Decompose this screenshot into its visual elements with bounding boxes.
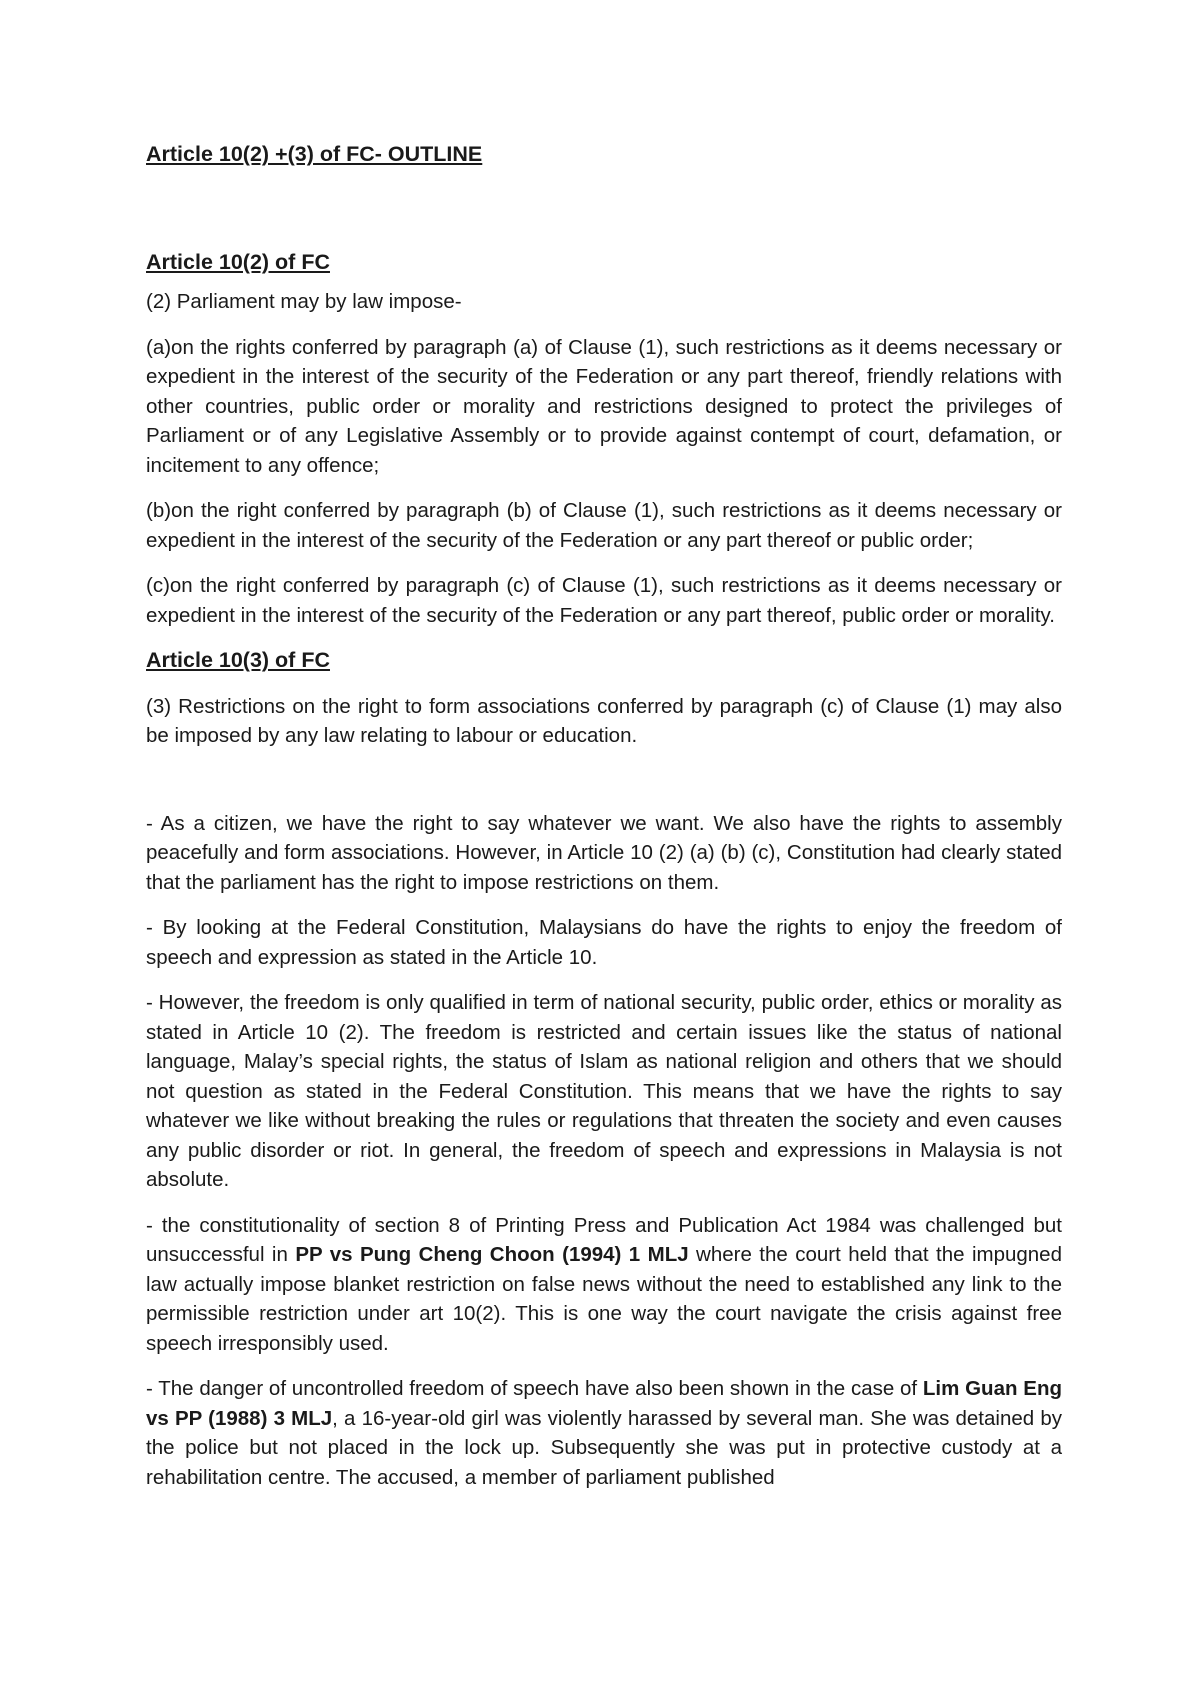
heading-article-10-2: Article 10(2) of FC	[146, 249, 330, 274]
article-10-3-paragraph: (3) Restrictions on the right to form associations conferred by paragraph (c) of Clause (1) may also be imposed by any law relating to labour or education.	[146, 694, 1062, 747]
document-title: Article 10(2) +(3) of FC- OUTLINE	[146, 142, 483, 166]
clause-a-paragraph: (a)on the rights conferred by paragraph (a) of Clause (1), such restrictions as it deems necessary or expedient in the interest of the security of the Federation or any part thereof, friendly relations with other countries, public order or morality and restrictions designed to protect the privileges of Parliament or of any Legislative Assembly or to provide against contempt of court, defamation, or incitement to any offence;	[146, 335, 1062, 477]
clause-c-paragraph: (c)on the right conferred by paragraph (c) of Clause (1), such restrictions as it deems necessary or expedient in the interest of the security of the Federation or any part thereof, public order or morality.	[146, 574, 1062, 627]
clause-b-paragraph: (b)on the right conferred by paragraph (b) of Clause (1), such restrictions as it deems necessary or expedient in the interest of the security of the Federation or any part thereof or public order;	[146, 499, 1062, 552]
heading-article-10-3: Article 10(3) of FC	[146, 648, 330, 672]
note-5-text-after: , a 16-year-old girl was violently harassed by several man. She was detained by the police but not placed in the lock up. Subsequently she was put in protective custody at a rehabilitation centre. The accused, a member of parliament published	[146, 1406, 1062, 1489]
article-10-2-intro: (2) Parliament may by law impose-	[146, 290, 462, 313]
document-page	[146, 140, 1062, 1492]
note-paragraph-2: - By looking at the Federal Constitution, Malaysians do have the rights to enjoy the freedom of speech and expression as stated in the Article 10.	[146, 916, 1062, 969]
note-4-text-after: where the court held that the impugned law actually impose blanket restriction on false news without the need to established any link to the permissible restriction under art 10(2). This is one way the court navigate the crisis against free speech irresponsibly used.	[146, 1243, 1062, 1355]
case-citation-pung-cheng-choon: PP vs Pung Cheng Choon (1994) 1 MLJ	[295, 1243, 689, 1266]
note-paragraph-5	[146, 1374, 1062, 1492]
note-paragraph-4	[146, 1211, 1062, 1359]
note-paragraph-1: - As a citizen, we have the right to say whatever we want. We also have the rights to assembly peacefully and form associations. However, in Article 10 (2) (a) (b) (c), Constitution had clearly stated that the parliament has the right to impose restrictions on them.	[146, 811, 1062, 894]
note-paragraph-3: - However, the freedom is only qualified in term of national security, public order, ethics or morality as stated in Article 10 (2). The freedom is restricted and certain issues like the status of national language, Malay’s special rights, the status of Islam as national religion and others that we should not question as stated in the Federal Constitution. This means that we have the rights to say whatever we like without breaking the rules or regulations that threaten the society and even causes any public disorder or riot. In general, the freedom of speech and expressions in Malaysia is not absolute.	[146, 991, 1062, 1191]
case-citation-lim-guan-eng: Lim Guan Eng vs PP (1988) 3 MLJ	[146, 1377, 1062, 1430]
note-5-text-before: - The danger of uncontrolled freedom of speech have also been shown in the case of	[146, 1377, 923, 1400]
note-4-text-before: - the constitutionality of section 8 of Printing Press and Publication Act 1984 was challenged but unsuccessful in	[146, 1213, 1062, 1266]
